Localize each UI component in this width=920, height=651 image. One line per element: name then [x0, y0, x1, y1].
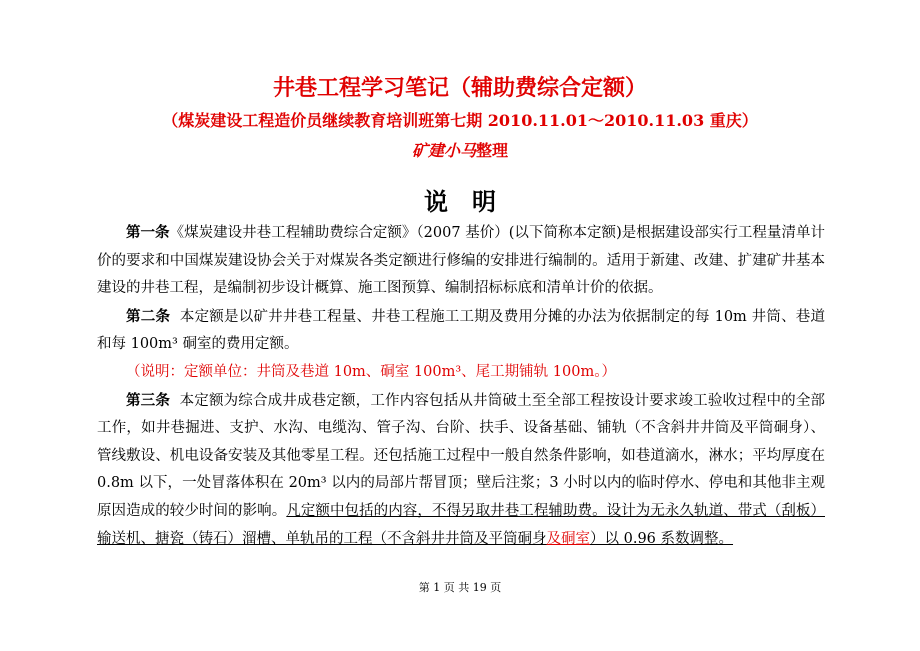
- article-1: [97, 219, 825, 303]
- unit-note: （说明：定额单位：井筒及巷道 10m、硐室 100m³、尾工期铺轨 100m。）: [126, 363, 616, 380]
- article-2-label: 第二条: [126, 307, 171, 325]
- document-subtitle: （煤炭建设工程造价员继续教育培训班第七期 2010.11.01～2010.11.03 重庆）: [162, 111, 758, 130]
- article-3-text: 本定额为综合成井成巷定额，工作内容包括从井筒破土至全部工程按设计要求竣工验收过程中的全部工作，如井巷掘进、支护、水沟、电缆沟、管子沟、台阶、扶手、设备基础、铺轨（不含斜井井筒及平筒硐身）、管线敷设、机电设备安装及其他零星工程。还包括施工过程中一般自然条件影响，如巷道滴水，淋水；平均厚度在 0.8m 以下，一处冒落体积在 20m³ 以内的局部片帮冒顶；壁后注浆；3 小时以内的临时停水、停电和其他非主观原因造成的较少时间的影响。: [97, 392, 826, 519]
- article-3-underlined-a: 凡定额中包括的内容，不得另取井巷工程辅助费。设计为无永久轨道、带式（刮板）输送机、搪瓷（铸石）溜槽、单轨吊的工程（不含斜井井筒及平筒硐身: [97, 502, 825, 547]
- article-1-text: 《煤炭建设井巷工程辅助费综合定额》（2007 基价）(以下简称本定额)是根据建设部实行工程量清单计价的要求和中国煤炭建设协会关于对煤炭各类定额进行修编的安排进行编制的。适用于新建、改建、扩建矿井基本建设的井巷工程，是编制初步设计概算、施工图预算、编制招标标底和清单计价的依据。: [97, 225, 825, 297]
- author-suffix: 整理: [476, 141, 509, 160]
- document-body: [97, 219, 825, 553]
- article-3-underlined-b: ）以 0.96 系数调整。: [590, 530, 734, 547]
- author-name: 矿建小马: [411, 141, 476, 160]
- article-2: [97, 303, 825, 359]
- article-3-underlined-red: 及硐室: [546, 530, 590, 547]
- article-3: [97, 387, 825, 554]
- page-footer: 第 1 页 共 19 页: [418, 581, 502, 594]
- document-title: 井巷工程学习笔记（辅助费综合定额）: [272, 75, 647, 101]
- section-heading: 说明: [424, 187, 520, 216]
- author-line: [0, 140, 920, 162]
- article-3-label: 第三条: [126, 391, 171, 409]
- article-2-text: 本定额是以矿井井巷工程量、井巷工程施工工期及费用分摊的办法为依据制定的每 10m 井筒、巷道和每 100m³ 硐室的费用定额。: [97, 308, 826, 353]
- article-1-label: 第一条: [126, 224, 170, 241]
